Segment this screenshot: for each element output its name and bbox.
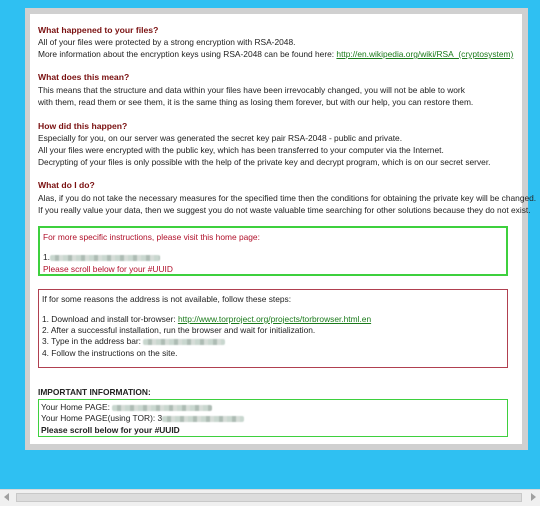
important-title: IMPORTANT INFORMATION: xyxy=(38,387,151,397)
home-page-tor-label: Your Home PAGE(using TOR): xyxy=(41,413,158,423)
section-text: Decrypting of your files is only possible with the help of the private key and decrypt program, which is on our secret server. xyxy=(38,157,491,167)
home-page-label: Your Home PAGE: xyxy=(41,402,113,412)
steps-intro: If for some reasons the address is not available, follow these steps: xyxy=(42,294,292,304)
home-page-row xyxy=(41,402,212,412)
home-page-tor-row xyxy=(41,413,244,423)
step-3 xyxy=(42,336,225,346)
section-text-with-link xyxy=(38,49,513,59)
section-text: More information about the encryption keys using RSA-2048 can be found here: xyxy=(38,49,337,59)
step-4: 4. Follow the instructions on the site. xyxy=(42,348,178,358)
redacted-home-page[interactable] xyxy=(112,405,212,411)
item-number: 1. xyxy=(43,252,50,262)
step-2: 2. After a successful installation, run the browser and wait for initialization. xyxy=(42,325,316,335)
scroll-note: Please scroll below for your #UUID xyxy=(43,264,173,274)
section-text: Alas, if you do not take the necessary measures for the specified time then the conditions for obtaining the private key will be changed. xyxy=(38,193,537,203)
note-content xyxy=(30,14,537,444)
section-text: Especially for you, on our server was generated the secret key pair RSA-2048 - public and private. xyxy=(38,133,403,143)
important-scroll-note: Please scroll below for your #UUID xyxy=(41,425,180,435)
scroll-right-arrow-icon[interactable] xyxy=(531,493,536,501)
section-heading-what-do-i-do: What do I do? xyxy=(38,180,95,190)
instructions-box xyxy=(38,226,508,276)
home-page-item[interactable] xyxy=(43,252,160,262)
section-heading-what-does-this-mean: What does this mean? xyxy=(38,72,130,82)
redacted-url xyxy=(50,255,160,261)
section-text: All your files were encrypted with the public key, which has been transferred to your computer via the Internet. xyxy=(38,145,444,155)
note-frame xyxy=(25,8,537,450)
section-text: with them, read them or see them, it is the same thing as losing them forever, but with our help, you can restore them. xyxy=(38,97,474,107)
section-text: All of your files were protected by a strong encryption with RSA-2048. xyxy=(38,37,296,47)
wikipedia-rsa-link[interactable]: http://en.wikipedia.org/wiki/RSA_(cryptosystem) xyxy=(336,49,514,59)
step-1-text: 1. Download and install tor-browser: xyxy=(42,314,178,324)
section-text: This means that the structure and data within your files have been irrevocably changed, you will not be able to work xyxy=(38,85,465,95)
scrollbar-thumb[interactable] xyxy=(16,493,522,502)
section-text: If you really value your data, then we suggest you do not waste valuable time searching for other solutions because they do not exist. xyxy=(38,205,531,215)
step-1 xyxy=(42,314,371,324)
scroll-left-arrow-icon[interactable] xyxy=(4,493,9,501)
tor-browser-link[interactable]: http://www.torproject.org/projects/torbrowser.html.en xyxy=(177,314,372,324)
step-3-text: 3. Type in the address bar: xyxy=(42,336,144,346)
important-box xyxy=(38,399,508,437)
tor-address-prefix: 3 xyxy=(157,413,163,423)
steps-box xyxy=(38,289,508,368)
horizontal-scrollbar[interactable] xyxy=(0,489,540,506)
section-heading-how-did-this-happen: How did this happen? xyxy=(38,121,128,131)
instructions-intro: For more specific instructions, please visit this home page: xyxy=(43,232,260,242)
redacted-tor-home-page[interactable] xyxy=(162,416,244,422)
section-heading-what-happened: What happened to your files? xyxy=(38,25,159,35)
redacted-onion-address xyxy=(143,339,225,345)
